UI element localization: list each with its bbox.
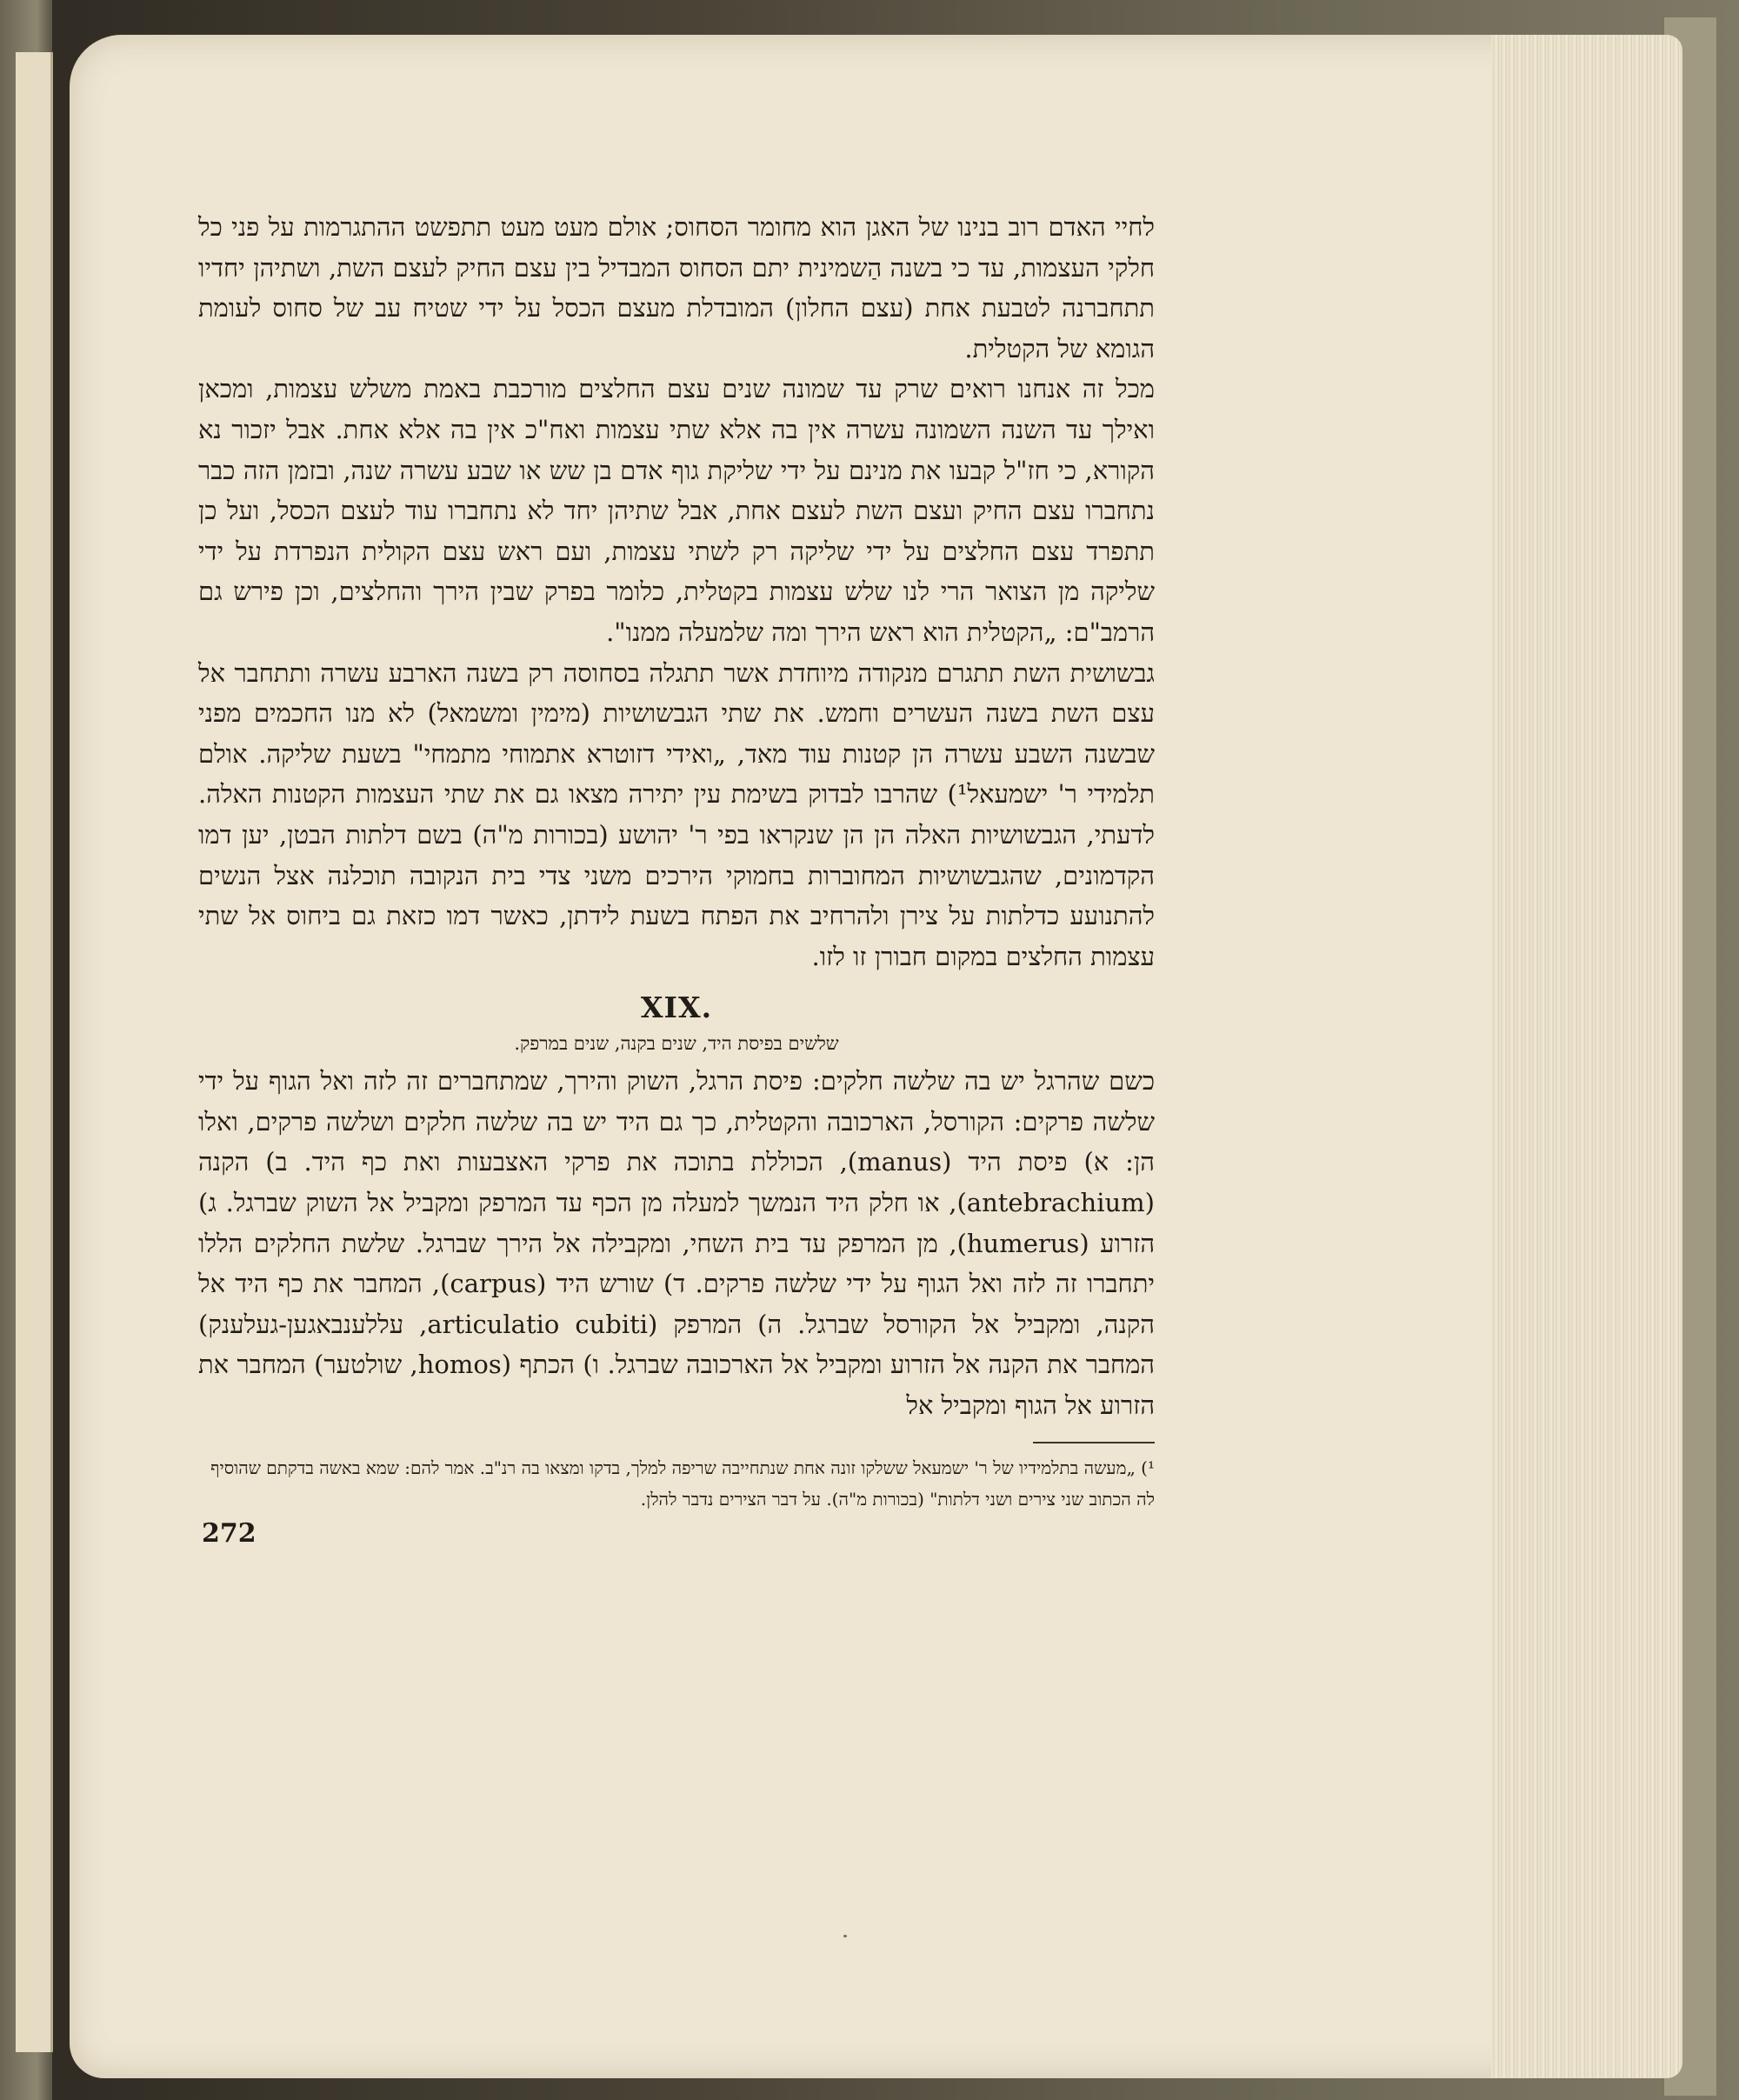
- section-subtitle: שלשים בפיסת היד, שנים בקנה, שנים במרפק.: [514, 1033, 839, 1055]
- paragraph: מכל זה אנחנו רואים שרק עד שמונה שנים עצם החלצים מורכבת באמת משלש עצמות, ומכאן ואילך עד השנה השמונה עשרה אין בה אלא שתי עצמות ואח"כ אין בה אלא אחת. אבל יזכור נא הקורא, כי חז"ל קבעו את מנינם על ידי שליקת גוף אדם בן שש או שבע עשרה שנה, ובזמן הזה כבר נתחברו עצם החיק ועצם השת לעצם אחת, אבל שתיהן יחד לא נתחברו עוד לעצם הכסל, ועל כן תתפרד עצם החלצים על ידי שליקה רק לשתי עצמות, ועם ראש עצם הקולית הנפרדת על ידי שליקה מן הצואר הרי לנו שלש עצמות בקטלית, כלומר בפרק שבין הירך והחלצים, וכן פירש גם הרמב"ם: „הקטלית הוא ראש הירך ומה שלמעלה ממנו".: [198, 374, 1155, 647]
- footnote-rule: [1033, 1442, 1155, 1443]
- scan-speck: [843, 1935, 847, 1937]
- section-heading: XIX.: [640, 990, 713, 1025]
- paragraph: כשם שהרגל יש בה שלשה חלקים: פיסת הרגל, השוק והירך, שמתחברים זה לזה ואל הגוף על ידי שלשה פרקים: הקורסל, הארכובה והקטלית, כך גם היד יש בה שלשה חלקים ושלשה פרקים, ואלו הן: א) פיסת היד (manus), הכוללת בתוכה את פרקי האצבעות ואת כף היד. ב) הקנה (antebrachium), או חלק היד הנמשך למעלה מן הכף עד המרפק ומקביל אל השוק שברגל. ג) הזרוע (humerus), מן המרפק עד בית השחי, ומקבילה אל הירך שברגל. שלשת החלקים הללו יתחברו זה לזה ואל הגוף על ידי שלשה פרקים. ד) שורש היד (carpus), המחבר את כף היד אל הקנה, ומקביל אל הקורסל שברגל. ה) המרפק (articulatio cubiti, עללענבאגען-געלענק) המחבר את הקנה אל הזרוע ומקביל אל הארכובה שברגל. ו) הכתף (homos, שולטער) המחבר את הזרוע אל הגוף ומקביל אל: [198, 1066, 1155, 1421]
- paragraph: לחיי האדם רוב בנינו של האגן הוא מחומר הסחוס; אולם מעט מעט תתפשט ההתגרמות על פני כל חלקי העצמות, עד כי בשנה הַשמינית יתם הסחוס המבדיל בין עצם החיק לעצם השת, ושתיהן יחדיו תתחברנה לטבעת אחת (עצם החלון) המובדלת מעצם הכסל על ידי שטיח עב של סחוס לעומת הגומא של הקטלית.: [198, 212, 1155, 363]
- page-stack-edge: [1491, 35, 1682, 2078]
- facing-page-edge: [16, 52, 53, 2052]
- paragraph: גבשושית השת תתגרם מנקודה מיוחדת אשר תתגלה בסחוסה רק בשנה הארבע עשרה ותתחבר אל עצם השת בשנה העשרים וחמש. את שתי הגבשושיות (מימין ומשמאל) לא מנו החכמים מפני שבשנה השבע עשרה הן קטנות עוד מאד, „ואידי דזוטרא אתמוחי מתמחי" בשעת שליקה. אולם תלמידי ר' ישמעאל¹) שהרבו לבדוק בשימת עין יתירה מצאו גם את שתי העצמות הקטנות האלה. לדעתי, הגבשושיות האלה הן הן שנקראו בפי ר' יהושע (בכורות מ"ה) בשם דלתות הבטן, יען דמו הקדמונים, שהגבשושיות המחוברות בחמוקי הירכים משני צדי בית הנקובה תוכלנה אצל הנשים להתנועע כדלתות על צירן ולהרחיב את הפתח בשעת לידתן, כאשר דמו כזאת גם ביחוס אל שתי עצמות החלצים במקום חבורן זו לזו.: [198, 657, 1155, 971]
- page-number: 272: [202, 1517, 257, 1549]
- text-block: [198, 207, 1155, 1549]
- footnote: ¹) „מעשה בתלמידיו של ר' ישמעאל ששלקו זונה אחת שנתחייבה שריפה למלך, בדקו ומצאו בה רנ"ב. אמר להם: שמא באשה בדקתם שהוסיף לה הכתוב שני צירים ושני דלתות" (בכורות מ"ה). על דבר הצירים נדבר להלן.: [210, 1457, 1155, 1510]
